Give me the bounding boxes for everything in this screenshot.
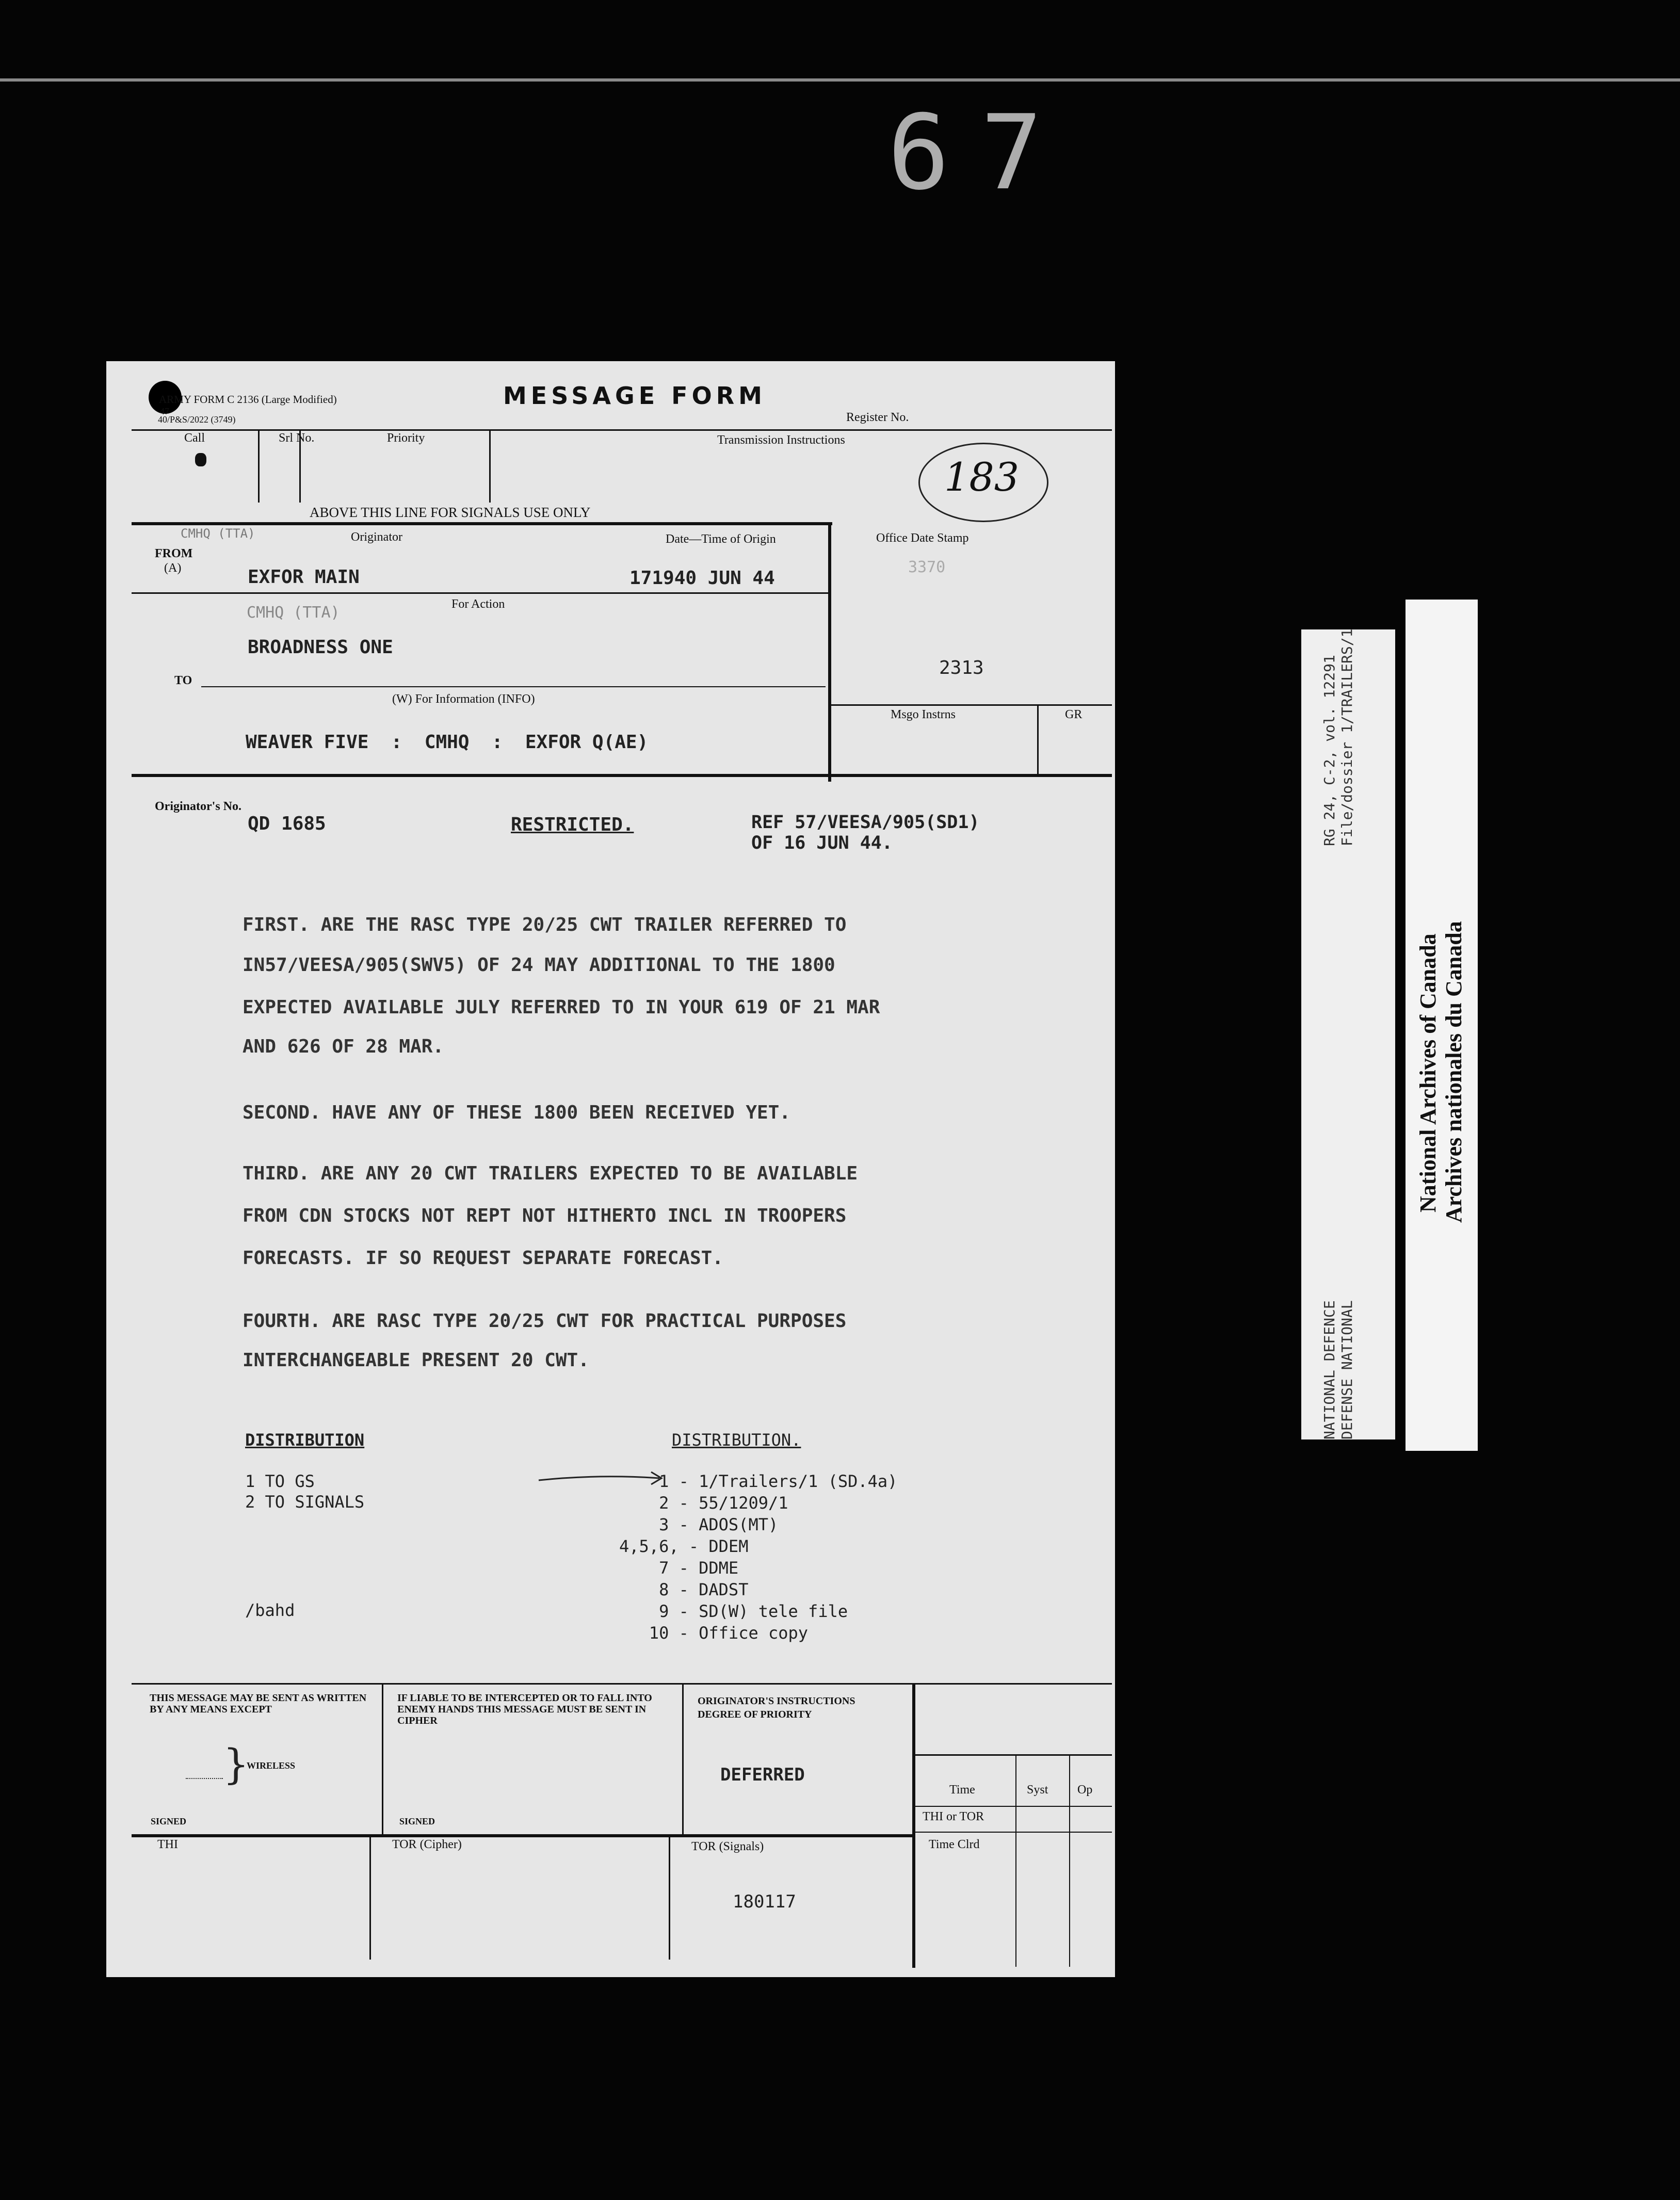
rule bbox=[369, 1836, 371, 1960]
priority-label: Priority bbox=[387, 431, 425, 445]
frame-number: 67 bbox=[887, 93, 1074, 213]
archives-name-fr: Archives nationales du Canada bbox=[1441, 921, 1466, 1223]
reference-line-2: OF 16 JUN 44. bbox=[751, 833, 893, 853]
body-line: SECOND. HAVE ANY OF THESE 1800 BEEN RECEIVED YET. bbox=[243, 1102, 791, 1123]
signed-label: SIGNED bbox=[151, 1816, 187, 1826]
rule bbox=[913, 1754, 1112, 1756]
originators-no-label: Originator's No. bbox=[155, 800, 241, 813]
transmission-instructions-label: Transmission Instructions bbox=[717, 433, 845, 447]
tor-signals-label: TOR (Signals) bbox=[691, 1840, 764, 1853]
form-code: ARMY FORM C 2136 (Large Modified) bbox=[159, 393, 337, 406]
signed-label: SIGNED bbox=[399, 1816, 435, 1826]
cipher-note: IF LIABLE TO BE INTERCEPTED OR TO FALL INTO ENEMY HANDS THIS MESSAGE MUST BE SENT IN CIPHER bbox=[397, 1692, 652, 1726]
rule bbox=[669, 1836, 670, 1960]
distribution-left-item: 2 TO SIGNALS bbox=[245, 1492, 365, 1512]
distribution-right-item: 7 - DDME bbox=[619, 1558, 739, 1578]
rule bbox=[1037, 705, 1039, 775]
rule bbox=[1015, 1755, 1016, 1967]
time-label: Time bbox=[949, 1783, 975, 1797]
dotted-field bbox=[186, 1778, 223, 1779]
date-time-value: 171940 JUN 44 bbox=[629, 568, 775, 589]
for-action-label: For Action bbox=[451, 597, 505, 611]
op-label: Op bbox=[1077, 1783, 1093, 1797]
distribution-right-item: 10 - Office copy bbox=[619, 1623, 809, 1643]
rule bbox=[913, 1806, 1112, 1807]
archives-name-en: National Archives of Canada bbox=[1415, 933, 1441, 1212]
office-date-stamp-label: Office Date Stamp bbox=[876, 531, 969, 545]
thick-rule bbox=[912, 1684, 915, 1968]
tor-cipher-label: TOR (Cipher) bbox=[392, 1838, 462, 1851]
rule bbox=[132, 429, 1112, 431]
thick-rule bbox=[132, 522, 832, 525]
distribution-right-heading: DISTRIBUTION. bbox=[672, 1430, 801, 1450]
gr-label: GR bbox=[1065, 708, 1083, 721]
office-stamp-number: 2313 bbox=[939, 657, 984, 678]
from-value: EXFOR MAIN bbox=[248, 567, 360, 588]
body-line: AND 626 OF 28 MAR. bbox=[243, 1036, 444, 1057]
originators-no-value: QD 1685 bbox=[248, 813, 326, 834]
wireless-label: WIRELESS bbox=[247, 1760, 296, 1771]
from-label: FROM bbox=[155, 547, 193, 560]
distribution-left-item: 1 TO GS bbox=[245, 1471, 315, 1491]
msgo-instrns-label: Msgo Instrns bbox=[891, 708, 956, 721]
thick-rule bbox=[132, 1834, 914, 1837]
date-time-origin-label: Date—Time of Origin bbox=[666, 532, 776, 546]
register-no-label: Register No. bbox=[846, 411, 909, 424]
body-line: INTERCHANGEABLE PRESENT 20 CWT. bbox=[243, 1350, 589, 1371]
rule bbox=[913, 1832, 1112, 1833]
body-line: FIRST. ARE THE RASC TYPE 20/25 CWT TRAILER REFERRED TO bbox=[243, 914, 847, 935]
faint-overprint-top: CMHQ (TTA) bbox=[181, 526, 255, 541]
body-line: FORECASTS. IF SO REQUEST SEPARATE FORECAST. bbox=[243, 1248, 723, 1269]
ink-mark bbox=[195, 453, 206, 466]
distribution-right-item: 9 - SD(W) tele file bbox=[619, 1602, 848, 1621]
rule bbox=[132, 1683, 1112, 1685]
initials: /bahd bbox=[245, 1600, 295, 1620]
thi-or-tor-label: THI or TOR bbox=[923, 1810, 984, 1823]
to-label: TO bbox=[174, 674, 192, 687]
faint-cmhq: CMHQ (TTA) bbox=[247, 604, 340, 622]
distribution-right-item: 1 - 1/Trailers/1 (SD.4a) bbox=[619, 1471, 898, 1491]
rule bbox=[132, 592, 829, 594]
syst-label: Syst bbox=[1027, 1783, 1048, 1797]
signals-use-line-label: ABOVE THIS LINE FOR SIGNALS USE ONLY bbox=[310, 505, 591, 520]
body-line: FROM CDN STOCKS NOT REPT NOT HITHERTO INCL IN TROOPERS bbox=[243, 1205, 847, 1226]
thi-label: THI bbox=[157, 1838, 178, 1851]
body-line: EXPECTED AVAILABLE JULY REFERRED TO IN YOUR 619 OF 21 MAR bbox=[243, 997, 880, 1018]
thick-rule bbox=[828, 524, 831, 782]
form-code-sub2: 40/P&S/2022 (3749) bbox=[158, 414, 236, 425]
distribution-right-item: 2 - 55/1209/1 bbox=[619, 1493, 788, 1513]
srl-no-label: Srl No. bbox=[279, 431, 315, 445]
rule bbox=[1069, 1755, 1070, 1967]
form-title: MESSAGE FORM bbox=[503, 382, 766, 410]
call-label: Call bbox=[184, 431, 205, 445]
rule bbox=[831, 704, 1112, 706]
reference-line-1: REF 57/VEESA/905(SD1) bbox=[751, 812, 980, 833]
faint-stamp: 3370 bbox=[908, 558, 946, 576]
thick-rule bbox=[132, 774, 1112, 777]
tor-signals-value: 180117 bbox=[733, 1891, 796, 1912]
body-line: THIRD. ARE ANY 20 CWT TRAILERS EXPECTED TO BE AVAILABLE bbox=[243, 1163, 858, 1184]
rule bbox=[682, 1684, 684, 1836]
time-clrd-label: Time Clrd bbox=[929, 1838, 980, 1851]
originators-instructions-label: ORIGINATOR'S INSTRUCTIONS DEGREE OF PRIORITY bbox=[698, 1695, 855, 1720]
classification: RESTRICTED. bbox=[511, 814, 634, 835]
originator-label: Originator bbox=[351, 530, 402, 544]
brace-icon: } bbox=[223, 1740, 249, 1788]
archive-ref-1: RG 24, C-2, vol. 12291 bbox=[1321, 655, 1338, 846]
distribution-left-heading: DISTRIBUTION bbox=[245, 1430, 365, 1450]
archive-ref-2: File/dossier 1/TRAILERS/1 bbox=[1338, 628, 1355, 846]
department-en: NATIONAL DEFENCE bbox=[1321, 1300, 1338, 1439]
from-a-label: (A) bbox=[164, 561, 182, 575]
body-line: FOURTH. ARE RASC TYPE 20/25 CWT FOR PRACTICAL PURPOSES bbox=[243, 1311, 847, 1332]
priority-value: DEFERRED bbox=[720, 1765, 805, 1785]
for-action-value: BROADNESS ONE bbox=[248, 637, 393, 658]
rule bbox=[382, 1684, 383, 1836]
body-line: IN57/VEESA/905(SWV5) OF 24 MAY ADDITIONAL TO THE 1800 bbox=[243, 955, 835, 976]
distribution-right-item: 8 - DADST bbox=[619, 1580, 749, 1599]
distribution-right-item: 3 - ADOS(MT) bbox=[619, 1515, 779, 1534]
info-value: WEAVER FIVE : CMHQ : EXFOR Q(AE) bbox=[246, 732, 649, 753]
distribution-right-item: 4,5,6, - DDEM bbox=[619, 1536, 749, 1556]
department-fr: DEFENSE NATIONAL bbox=[1338, 1300, 1355, 1439]
to-rule bbox=[201, 686, 826, 687]
form-code-sub1: 47 bbox=[160, 406, 169, 416]
film-edge-line bbox=[0, 78, 1680, 82]
for-information-label: (W) For Information (INFO) bbox=[392, 692, 535, 706]
rule bbox=[489, 430, 491, 503]
rule bbox=[258, 430, 260, 503]
circled-number: 183 bbox=[944, 454, 1020, 500]
sent-as-written-note: THIS MESSAGE MAY BE SENT AS WRITTEN BY ANY MEANS EXCEPT bbox=[150, 1692, 367, 1715]
